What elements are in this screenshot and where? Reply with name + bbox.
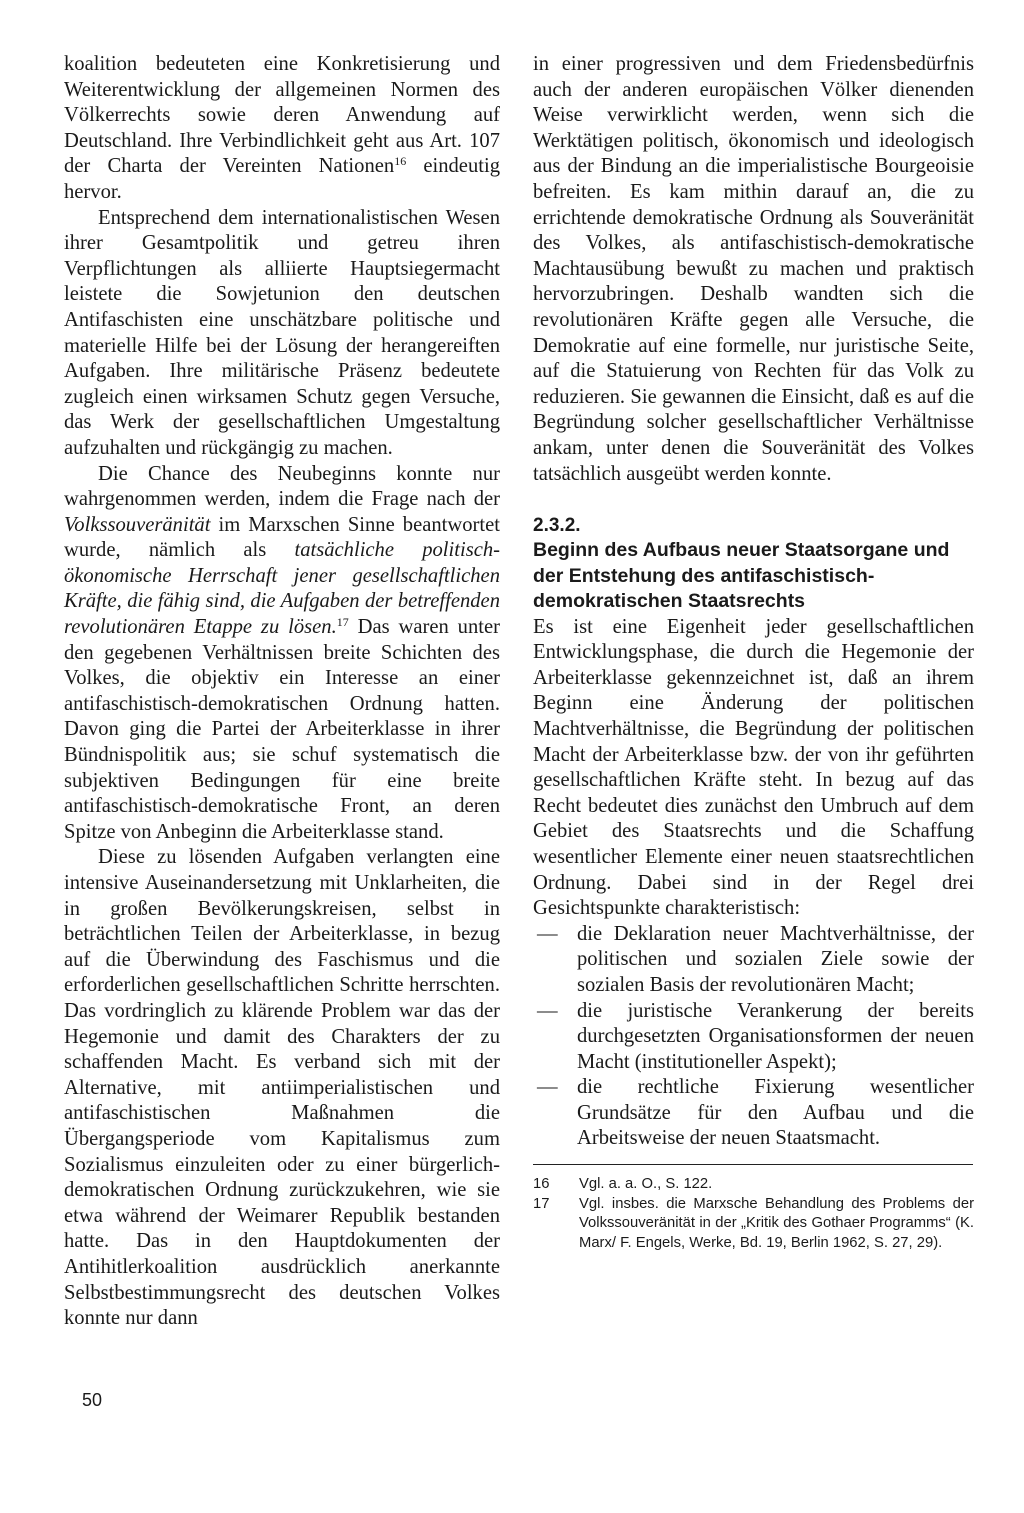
footnote-number: 16 [533,1176,550,1193]
paragraph-text: im Marxschen Sinne beantwortet wurde, nämlich als [64,513,500,562]
paragraph-text: koalition bedeuteten eine Konkretisierung und Weiterentwicklung der allgemeinen Normen des Völkerrechts sowie deren Anwendung auf Deutschland. Ihre Verbindlichkeit geht aus Art. 107 der Charta der Vereinten Nationen [64,53,500,178]
section-heading: Beginn des Aufbaus neuer Staatsorgane und der Entstehung des antifaschistisch-demokratischen Staatsrechts [533,539,950,613]
list-item [533,1075,974,1152]
paragraph-text: eindeutig hervor. [64,155,500,203]
footnote-number: 17 [533,1195,550,1212]
footnote-ref-17: 17 [336,614,349,629]
footnote-text: Vgl. insbes. die Marxsche Behandlung des Problems der Volkssouveränität in der „Kritik des Gothaer Programms“ (K. Marx/ F. Engels, Werke, Bd. 19, Berlin 1962, S. 27, 29). [579,1195,974,1251]
dash-bullet: — [537,1076,558,1099]
dash-bullet: — [537,922,558,945]
paragraph-text: Die Chance des Neubeginns konnte nur wahrgenommen werden, indem die Frage nach der [64,462,500,511]
dash-bullet: — [537,999,558,1022]
left-column [64,52,500,1332]
footnote-divider [533,1164,973,1165]
footnote-text: Vgl. a. a. O., S. 122. [579,1176,713,1193]
paragraph-text: Das waren unter den gegebenen Verhältnissen breite Schichten des Volkes, die objektiv ein Interesse an einer antifaschistisch-demokratischen Ordnung hatten. Davon ging die Partei der Arbeiterklasse in ihrer Bündnispolitik aus; sie schuf systematisch die subjektiven Bedingungen für eine breite antifaschistisch-demokratische Front, an deren Spitze von Anbeginn die Arbeiterklasse stand. [64,616,500,843]
dash-list [533,922,974,1152]
footnote-17 [533,1195,974,1254]
section-number: 2.3.2. [533,515,581,537]
list-item-text: die Deklaration neuer Machtverhältnisse, der politischen und sozialen Ziele sowie der sozialen Basis der revolutionären Macht; [577,922,974,996]
footnote-16 [533,1175,974,1195]
emphasis-term: Volkssouveränität [64,513,211,536]
paragraph-volkssouveraenitaet [64,462,500,846]
list-item [533,999,974,1076]
list-item-text: die juristische Verankerung der bereits durchgesetzten Organisationsformen der neuen Macht (institutioneller Aspekt); [577,999,974,1073]
paragraph-continuation [64,52,500,206]
list-item [533,922,974,999]
list-item-text: die rechtliche Fixierung wesentlicher Grundsätze für den Aufbau und die Arbeitsweise der neuen Staatsmacht. [577,1076,974,1150]
page-number: 50 [82,1390,103,1410]
paragraph-aufgaben: Diese zu lösenden Aufgaben verlangten eine intensive Auseinandersetzung mit Unklarheiten, die in großen Bevölkerungskreisen, selbst in beträchtlichen Teilen der Arbeiterklasse, in bezug auf die Überwindung des Faschismus und die erforderlichen gesellschaftlichen Schritte herrschten. Das vordringlich zu klärende Problem war das der Hegemonie und damit des Charakters der zu schaffenden Macht. Es verband sich mit der Alternative, mit antiimperialistischen und antifaschistischen Maßnahmen die Übergangsperiode vom Kapitalismus zum Sozialismus einzuleiten oder zu einer bürgerlich-demokratischen Ordnung zurückzukehren, wie sie etwa während der Weimarer Republik bestanden hatte. Das in den Hauptdokumenten der Antihitlerkoalition ausdrücklich anerkannte Selbstbestimmungsrecht des deutschen Volkes konnte nur dann [64,846,500,1330]
paragraph-soviet-help: Entsprechend dem internationalistischen Wesen ihrer Gesamtpolitik und getreu ihren Verpflichtungen als alliierte Hauptsiegermacht leistete die Sowjetunion den deutschen Antifaschisten eine unschätzbare politische und materielle Hilfe bei der Lösung der herangereiften Aufgaben. Ihre militärische Präsenz bedeutete zugleich einen wirksamen Schutz gegen Versuche, das Werk der gesellschaftlichen Umgestaltung aufzuhalten und rückgängig zu machen. [64,206,500,459]
right-column [533,52,974,1253]
footnote-ref-16: 16 [394,154,407,169]
emphasis-definition: tatsächliche politisch-ökonomische Herrschaft jener gesellschaftlichen Kräfte, die fähig sind, die Aufgaben der betreffenden revolutionären Etappe zu lösen. [64,539,500,639]
paragraph-continuation-right: in einer progressiven und dem Friedensbedürfnis auch der anderen europäischen Völker dienenden Weise verwirklicht werden, wenn sich die Werktätigen politisch, ökonomisch und ideologisch aus der Bindung an die imperialistische Bourgeoisie befreiten. Es kam mithin darauf an, die zu errichtende demokratische Ordnung als Souveränität des Volkes, als antifaschistisch-demokratische Machtausübung bewußt zu machen und praktisch hervorzubringen. Deshalb wandten sich die revolutionären Kräfte gegen alle Versuche, die Demokratie auf eine formelle, nur juristische Seite, auf die Statuierung von Rechten für das Volk zu reduzieren. Sie gewannen die Einsicht, daß es auf die Begründung solcher gesellschaftlicher Verhältnisse ankam, unter denen die Souveränität des Volkes tatsächlich ausgeübt werden konnte. [533,53,974,485]
paragraph-section-intro: Es ist eine Eigenheit jeder gesellschaftlichen Entwicklungsphase, die durch die Hegemonie der Arbeiterklasse gekennzeichnet ist, daß an ihrem Beginn eine Änderung der politischen Machtverhältnisse, die Begründung der politischen Macht der Arbeiterklasse bzw. der von ihr geführten gesellschaftlichen Kräfte steht. In bezug auf das Recht bedeutet dies zunächst den Umbruch auf dem Gebiet des Staatsrechts und die Schaffung wesentlicher Elemente einer neuen staatsrechtlichen Ordnung. Dabei sind in der Regel drei Gesichtspunkte charakteristisch: [533,615,974,920]
